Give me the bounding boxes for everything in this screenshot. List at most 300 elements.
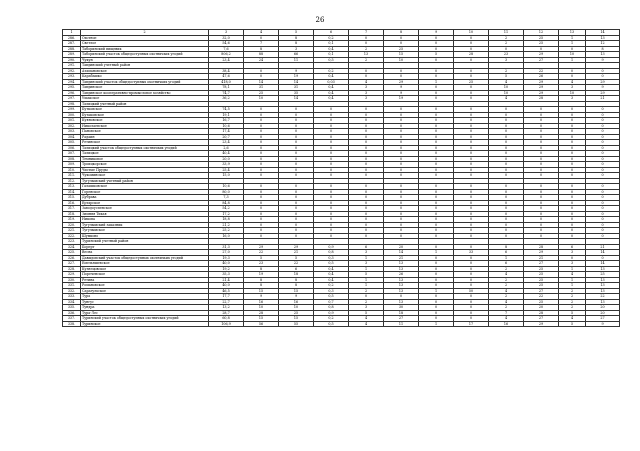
table-cell: 0 [489, 123, 524, 129]
table-cell: 0 [454, 123, 489, 129]
table-cell: 0 [244, 74, 279, 80]
table-cell: 5 [419, 52, 454, 58]
row-name-cell: Бутковское [81, 107, 209, 113]
row-number-cell: 323. [63, 239, 81, 245]
table-cell: 0 [384, 206, 419, 212]
table-cell: 23 [489, 52, 524, 58]
table-cell: 0 [244, 107, 279, 113]
table-cell: 0 [279, 217, 314, 223]
row-number-cell: 335. [63, 305, 81, 311]
table-cell: 0 [524, 222, 559, 228]
table-cell: 54,2 [209, 206, 244, 212]
table-cell: 2 [349, 57, 384, 63]
row-number-cell: 318. [63, 211, 81, 217]
table-cell: 0 [559, 134, 586, 140]
table-cell: 0 [279, 156, 314, 162]
table-cell: 12 [586, 41, 620, 47]
table-cell: 0 [489, 156, 524, 162]
table-cell: 0 [489, 233, 524, 239]
table-cell: 13 [384, 288, 419, 294]
table-cell: 28 [454, 52, 489, 58]
table-cell: 0 [524, 123, 559, 129]
table-cell: 0 [314, 173, 349, 179]
row-name-cell: Шумково [81, 233, 209, 239]
table-cell: 22 [524, 68, 559, 74]
table-cell: 0 [384, 107, 419, 113]
table-cell: 5 [349, 272, 384, 278]
table-cell: 0 [419, 283, 454, 289]
table-cell: 13 [586, 288, 620, 294]
table-cell: 5 [349, 310, 384, 316]
table-cell: 418,0 [209, 79, 244, 85]
row-name-cell: Пановское [81, 129, 209, 135]
table-cell: 17,4 [209, 129, 244, 135]
table-cell: 0 [454, 217, 489, 223]
table-cell: 10 [279, 305, 314, 311]
table-cell: 27 [524, 316, 559, 322]
table-cell: 74,7 [209, 90, 244, 96]
table-cell: 31,3 [209, 244, 244, 250]
table-cell: 0 [524, 228, 559, 234]
table-cell: 0 [559, 162, 586, 168]
row-name-cell: Талицкий учетный район [81, 101, 209, 107]
table-cell: 19,2 [209, 266, 244, 272]
table-cell: 0 [454, 255, 489, 261]
table-cell: 22 [524, 294, 559, 300]
table-cell: 0 [586, 255, 620, 261]
table-cell: 0 [489, 222, 524, 228]
table-cell: 0 [419, 184, 454, 190]
table-cell: 25 [279, 310, 314, 316]
table-cell: 0 [489, 145, 524, 151]
table-cell: 60,8 [209, 316, 244, 322]
table-cell: 0 [244, 189, 279, 195]
table-cell: 0,2 [314, 35, 349, 41]
table-cell: 23,4 [209, 57, 244, 63]
table-cell: 2 [489, 41, 524, 47]
row-number-cell: 324. [63, 244, 81, 250]
table-cell: 21 [586, 96, 620, 102]
column-header: 11 [489, 30, 524, 36]
table-cell: 0 [559, 195, 586, 201]
table-cell: 0 [454, 299, 489, 305]
table-cell: 3 [349, 90, 384, 96]
table-cell: 106,9 [209, 321, 244, 327]
table-cell: 17,7 [209, 294, 244, 300]
table-cell: 0 [244, 140, 279, 146]
table-cell: 0 [489, 162, 524, 168]
table-cell: 0 [384, 145, 419, 151]
table-cell: 7 [489, 310, 524, 316]
table-cell: 0 [524, 151, 559, 157]
table-cell: 0 [489, 173, 524, 179]
table-cell: 17 [454, 321, 489, 327]
row-number-cell: 295. [63, 85, 81, 91]
row-name-cell: Романовское [81, 283, 209, 289]
row-number-cell: 315. [63, 195, 81, 201]
table-cell: 1 [559, 41, 586, 47]
table-cell: 2 [559, 299, 586, 305]
table-cell: 7,6 [209, 46, 244, 52]
table-cell: 0 [559, 184, 586, 190]
table-cell: 40,0 [209, 261, 244, 267]
table-cell: 4 [489, 288, 524, 294]
table-cell: 25 [524, 35, 559, 41]
row-number-cell: 298. [63, 101, 81, 107]
row-number-cell: 307. [63, 151, 81, 157]
table-cell: 0 [384, 123, 419, 129]
table-cell: 0 [524, 129, 559, 135]
row-number-cell: 286. [63, 35, 81, 41]
row-name-cell: Тавдинский участок общедоступных охотничьих угодий [81, 79, 209, 85]
table-cell: 11 [279, 57, 314, 63]
row-name-cell: Троицкорское [81, 162, 209, 168]
column-header: 3 [209, 30, 244, 36]
row-name-cell: Таборинский пищевик [81, 46, 209, 52]
row-number-cell: 317. [63, 206, 81, 212]
row-name-cell: Атамановское [81, 68, 209, 74]
table-cell: 0 [524, 184, 559, 190]
table-cell: 0,1 [314, 41, 349, 47]
table-cell: 18 [279, 272, 314, 278]
table-cell: 806,2 [209, 52, 244, 58]
row-name-cell: Чукун [81, 57, 209, 63]
table-cell: 29 [524, 250, 559, 256]
table-cell: 3 [559, 96, 586, 102]
table-cell: 0 [454, 261, 489, 267]
table-cell: 27 [524, 57, 559, 63]
table-cell: 0 [454, 129, 489, 135]
table-cell: 9 [586, 57, 620, 63]
table-cell: 2 [489, 294, 524, 300]
table-cell: 0 [349, 184, 384, 190]
row-number-cell: 287. [63, 41, 81, 47]
row-name-cell: Весна [81, 250, 209, 256]
table-cell: 29 [586, 90, 620, 96]
table-cell: 0 [244, 184, 279, 190]
table-cell: 19 [279, 74, 314, 80]
table-cell: 29 [586, 79, 620, 85]
table-cell: 0 [559, 46, 586, 52]
table-cell: 0 [279, 123, 314, 129]
table-cell: 0 [586, 107, 620, 113]
row-number-cell: 333. [63, 294, 81, 300]
table-cell: 0 [454, 277, 489, 283]
table-cell: 0 [349, 118, 384, 124]
table-cell: 10,6 [209, 123, 244, 129]
data-table [62, 29, 620, 327]
table-cell: 8 [244, 46, 279, 52]
row-name-cell: Николаевское [81, 123, 209, 129]
table-cell: 0 [314, 129, 349, 135]
table-cell: 0 [586, 134, 620, 140]
table-cell: 0 [314, 140, 349, 146]
table-cell: 0 [489, 129, 524, 135]
table-cell: 0 [454, 200, 489, 206]
table-cell: 0 [559, 206, 586, 212]
table-cell: 0 [244, 129, 279, 135]
page-number: 26 [315, 16, 325, 24]
table-cell: 0,1 [314, 52, 349, 58]
table-cell: 0 [349, 112, 384, 118]
table-cell: 0 [586, 222, 620, 228]
row-number-cell: 310. [63, 167, 81, 173]
row-name-cell: Емельяшевское [81, 261, 209, 267]
table-cell: 0 [279, 173, 314, 179]
column-header: 5 [279, 30, 314, 36]
table-cell: 0 [559, 112, 586, 118]
row-name-cell: Тура-Лес [81, 310, 209, 316]
table-cell: 0 [586, 156, 620, 162]
table-cell: 0 [454, 244, 489, 250]
table-row [63, 321, 620, 327]
row-number-cell: 326. [63, 255, 81, 261]
table-cell: 10 [559, 90, 586, 96]
table-cell: 25 [524, 272, 559, 278]
table-cell: 5 [559, 321, 586, 327]
table-cell: 0 [586, 167, 620, 173]
table-cell: 13 [384, 299, 419, 305]
table-cell: 0 [349, 151, 384, 157]
row-name-cell: Туринское [81, 321, 209, 327]
table-cell: 3 [489, 57, 524, 63]
table-cell: 0 [586, 200, 620, 206]
row-number-cell: 293. [63, 74, 81, 80]
table-cell: 3 [349, 96, 384, 102]
table-cell: 0 [279, 134, 314, 140]
table-cell: 13,2 [209, 305, 244, 311]
table-cell: 0 [419, 217, 454, 223]
row-name-cell: Никова [81, 217, 209, 223]
table-cell: 2 [349, 288, 384, 294]
table-cell: 29 [384, 79, 419, 85]
table-cell: 0 [419, 255, 454, 261]
table-cell: 0 [279, 107, 314, 113]
table-cell: 4 [559, 272, 586, 278]
table-cell: 0 [384, 156, 419, 162]
table-cell: 28 [244, 310, 279, 316]
table-cell: 0 [314, 123, 349, 129]
table-cell: 1 [419, 79, 454, 85]
row-name-cell: Борерт [81, 244, 209, 250]
table-cell: 0 [559, 255, 586, 261]
row-name-cell: Тугулымское [81, 228, 209, 234]
table-cell: 0 [314, 233, 349, 239]
table-cell: 0 [454, 145, 489, 151]
table-cell: 0 [314, 112, 349, 118]
table-cell: 46,5 [209, 288, 244, 294]
row-number-cell: 304. [63, 134, 81, 140]
row-name-cell: Галашковское [81, 184, 209, 190]
table-cell: 0 [384, 211, 419, 217]
table-cell: 0 [244, 151, 279, 157]
table-cell: 0 [559, 217, 586, 223]
table-cell: 0 [489, 228, 524, 234]
table-cell: 4 [489, 316, 524, 322]
table-cell: 27 [586, 316, 620, 322]
table-cell: 8 [586, 46, 620, 52]
table-cell: 2 [559, 288, 586, 294]
row-name-cell: Бутаковское [81, 112, 209, 118]
table-cell: 0 [559, 107, 586, 113]
table-cell: 0 [586, 145, 620, 151]
table-cell: 0 [419, 211, 454, 217]
table-cell: 2 [559, 305, 586, 311]
table-cell: 0 [454, 316, 489, 322]
table-cell: 16,0 [209, 233, 244, 239]
row-number-cell: 312. [63, 178, 81, 184]
table-cell: 0 [384, 222, 419, 228]
table-cell: 13 [586, 277, 620, 283]
table-cell: 38,4 [209, 68, 244, 74]
table-cell: 0,4 [314, 46, 349, 52]
table-cell: 0 [419, 123, 454, 129]
table-cell: 13 [349, 52, 384, 58]
row-name-cell: Дубрава [81, 195, 209, 201]
table-cell: 1 [419, 321, 454, 327]
table-cell: 22,7 [209, 299, 244, 305]
table-cell: 2 [559, 294, 586, 300]
row-name-cell: Чистые Пруды [81, 167, 209, 173]
table-cell: 9 [384, 85, 419, 91]
row-name-cell: Сарагульское [81, 288, 209, 294]
table-cell: 2 [349, 46, 384, 52]
row-number-cell: 291. [63, 63, 81, 69]
table-cell: 0 [454, 305, 489, 311]
table-cell: 3 [559, 250, 586, 256]
table-cell: 25,2 [209, 228, 244, 234]
table-cell: 27 [524, 288, 559, 294]
table-cell: 4 [349, 79, 384, 85]
table-cell: 0 [349, 294, 384, 300]
table-cell: 0 [559, 118, 586, 124]
table-cell: 33,9 [209, 162, 244, 168]
table-cell: 0 [454, 222, 489, 228]
table-cell: 88 [244, 52, 279, 58]
table-cell: 0,5 [314, 294, 349, 300]
table-cell: 0 [586, 112, 620, 118]
table-cell: 0 [559, 68, 586, 74]
table-cell: 9 [384, 90, 419, 96]
column-header: 4 [244, 30, 279, 36]
table-cell: 0 [384, 189, 419, 195]
table-cell: 26 [524, 74, 559, 80]
table-cell: 0 [419, 200, 454, 206]
table-cell: 0 [419, 206, 454, 212]
table-cell: 0 [314, 189, 349, 195]
table-cell: 0 [244, 112, 279, 118]
table-cell: 0 [314, 167, 349, 173]
table-cell: 0 [314, 206, 349, 212]
row-name-cell: Горенское [81, 189, 209, 195]
table-cell: 84,8 [209, 200, 244, 206]
table-cell: 0 [314, 217, 349, 223]
table-cell: 8 [244, 277, 279, 283]
table-cell: 0 [586, 189, 620, 195]
table-cell: 2 [489, 35, 524, 41]
column-header: 13 [559, 30, 586, 36]
table-cell: 15,0 [209, 173, 244, 179]
table-cell: 19,1 [209, 112, 244, 118]
table-cell: 0 [349, 123, 384, 129]
table-cell: 29 [524, 52, 559, 58]
table-cell: 0 [244, 211, 279, 217]
table-cell: 40,4 [209, 151, 244, 157]
table-cell: 0 [454, 46, 489, 52]
table-body [63, 30, 620, 327]
table-cell: 0,9 [314, 310, 349, 316]
table-cell: 1 [419, 250, 454, 256]
table-cell: 27,0 [209, 250, 244, 256]
table-cell: 0 [524, 140, 559, 146]
row-number-cell: 302. [63, 123, 81, 129]
table-cell: 0 [419, 167, 454, 173]
table-cell: 23 [244, 261, 279, 267]
table-cell: 0 [279, 140, 314, 146]
table-cell: 0 [419, 156, 454, 162]
table-cell: 0,03 [314, 79, 349, 85]
table-cell: 4 [489, 272, 524, 278]
row-name-cell: Давыдовский участок общедоступных охотничьих угодий [81, 255, 209, 261]
table-cell: 25 [524, 283, 559, 289]
table-cell: 0 [586, 195, 620, 201]
column-header: 12 [524, 30, 559, 36]
table-cell: 0 [384, 167, 419, 173]
table-cell: 0,4 [314, 85, 349, 91]
table-cell: 0 [279, 145, 314, 151]
table-cell: 16 [489, 321, 524, 327]
table-cell: 0 [349, 156, 384, 162]
row-name-cell: Чукоминское [81, 173, 209, 179]
table-cell: 10 [489, 85, 524, 91]
table-cell: 2 [489, 266, 524, 272]
table-cell: 29 [244, 244, 279, 250]
table-cell: 0 [384, 35, 419, 41]
table-cell: 0 [314, 145, 349, 151]
table-cell: 0 [559, 189, 586, 195]
table-cell: 0 [454, 107, 489, 113]
table-cell: 26 [384, 272, 419, 278]
table-cell: 0 [454, 189, 489, 195]
table-cell: 14 [244, 79, 279, 85]
table-cell: 0,3 [314, 255, 349, 261]
table-cell: 8 [279, 277, 314, 283]
table-cell: 0 [384, 233, 419, 239]
table-cell: 0 [314, 200, 349, 206]
table-cell: 0 [454, 167, 489, 173]
table-cell: 15 [279, 288, 314, 294]
table-cell: 0 [524, 233, 559, 239]
table-cell: 0 [559, 151, 586, 157]
table-cell: 0 [524, 167, 559, 173]
table-cell: 4 [489, 79, 524, 85]
table-cell: 9 [586, 321, 620, 327]
table-cell: 13 [586, 35, 620, 41]
table-cell: 0 [586, 184, 620, 190]
table-cell: 0 [244, 217, 279, 223]
table-cell: 0 [279, 184, 314, 190]
row-name-cell: Тавдинское кооперативно-промысловое хозяйство [81, 90, 209, 96]
table-cell: 17,2 [209, 211, 244, 217]
table-cell: 19 [244, 272, 279, 278]
table-cell: 0 [419, 140, 454, 146]
table-cell: 13 [384, 266, 419, 272]
table-cell: 0 [349, 68, 384, 74]
table-cell: 0 [244, 206, 279, 212]
table-cell: 0 [419, 316, 454, 322]
table-cell: 0 [384, 112, 419, 118]
table-cell: 0 [349, 222, 384, 228]
